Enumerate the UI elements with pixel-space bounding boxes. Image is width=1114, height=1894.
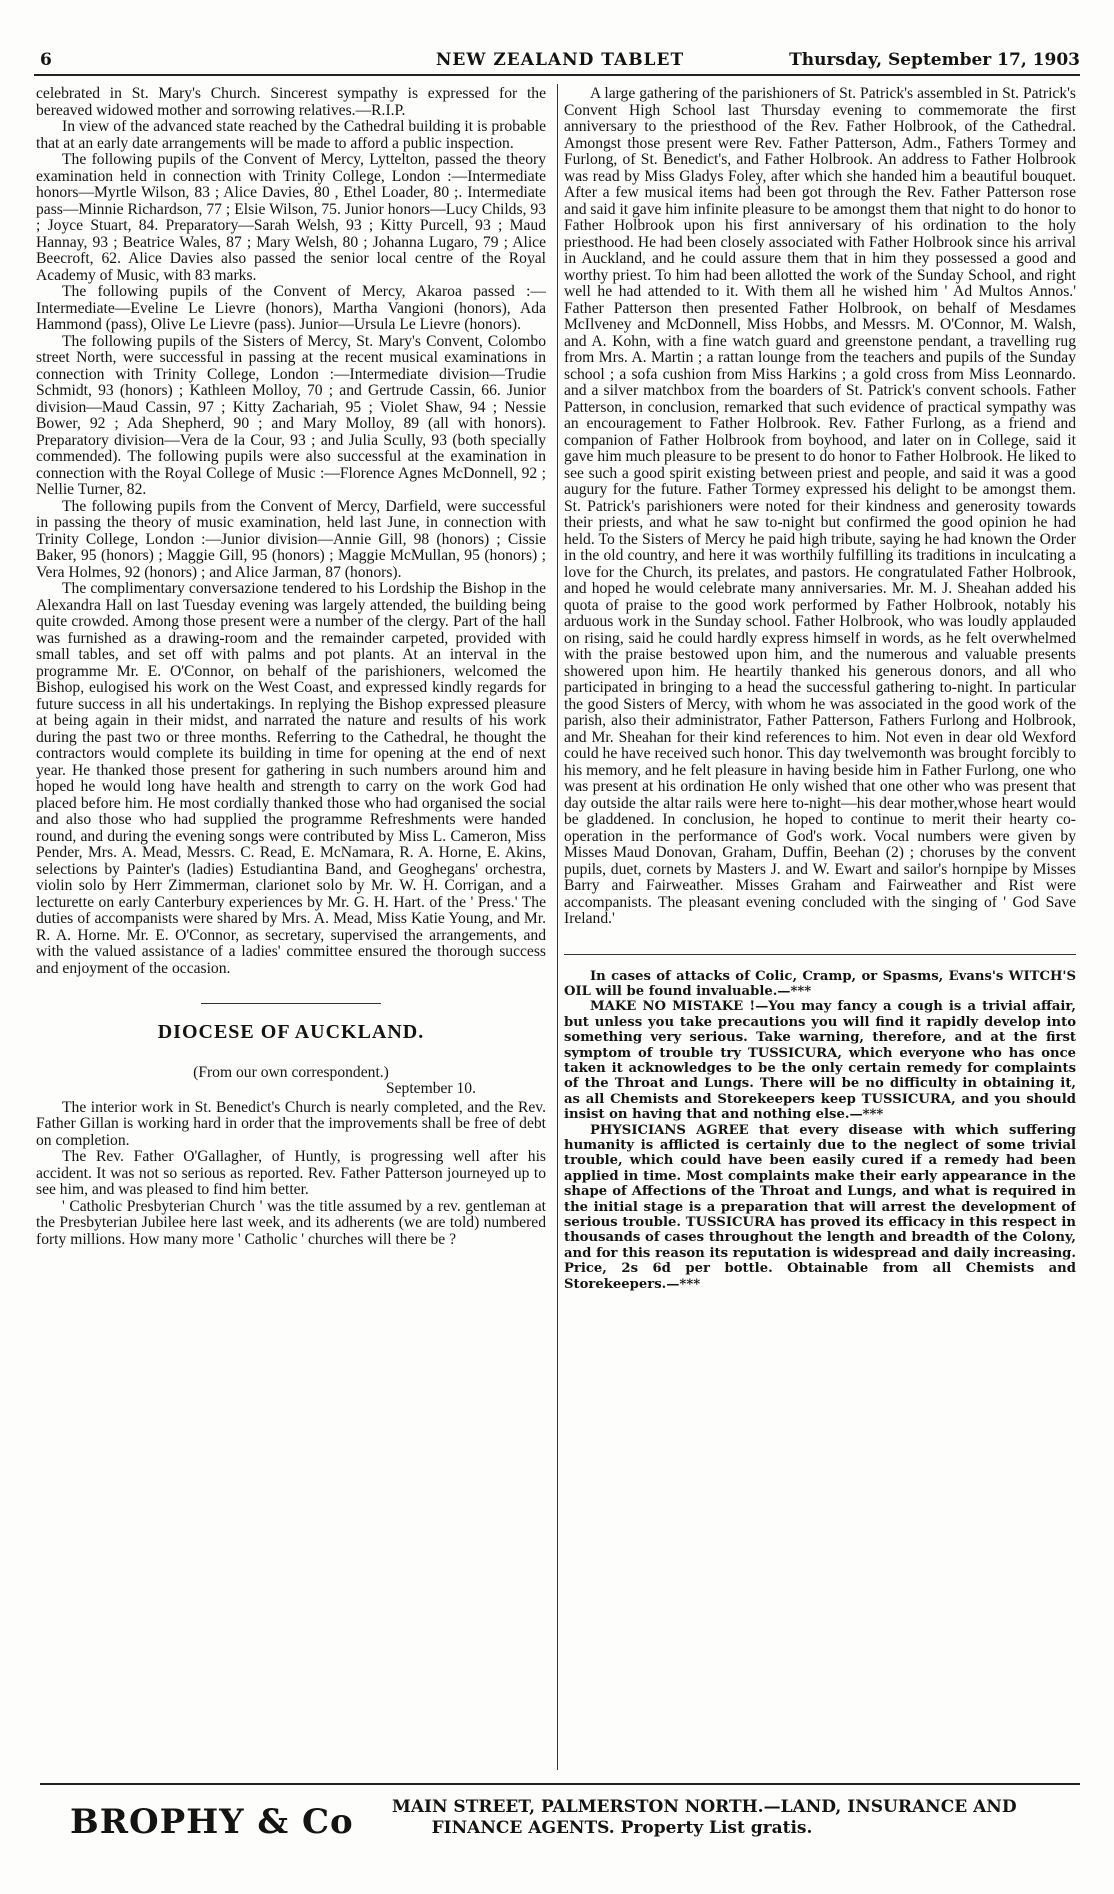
advert-divider <box>564 954 1076 955</box>
advertiser-name: BROPHY & Co <box>70 1802 354 1842</box>
publication-title: NEW ZEALAND TABLET <box>435 50 685 70</box>
advert-block <box>564 969 1076 1293</box>
advert-paragraph: In cases of attacks of Colic, Cramp, or Spasms, Evans's WITCH'S OIL will be found invaluable.—*** <box>564 968 1076 999</box>
footer-rule <box>40 1783 1080 1785</box>
section-byline: (From our own correspondent.) <box>193 1063 389 1081</box>
issue-date: Thursday, September 17, 1903 <box>789 50 1080 70</box>
section-heading: DIOCESE OF AUCKLAND. <box>157 1021 425 1043</box>
article-paragraph: The complimentary conversazione tendered to his Lordship the Bishop in the Alexandra Hall on last Tuesday evening was largely attended, the building being quite crowded. Among those present were a number of the clergy. Part of the hall was furnished as a drawing-room and the remainder carpeted, provided with small tables, and set off with palms and pot plants. At an interval in the programme Mr. E. O'Connor, on behalf of the parishioners, welcomed the Bishop, eulogised his work on the West Coast, and expressed kindly regards for future success in all his undertakings. In replying the Bishop expressed pleasure at being again in their midst, and narrated the nature and results of his work during the past two or three months. Referring to the Cathedral, he thought the contractors would complete its building in time for opening at the end of next year. He thanked those present for gathering in such numbers around him and hoped he would long have health and strength to carry on the work God had placed before him. He most cordially thanked those who had organised the social and also those who had supplied the programme Refreshments were handed round, and during the evening songs were contributed by Miss L. Cameron, Miss Pender, Mrs. A. Mead, Messrs. C. Read, E. McNamara, R. A. Horne, E. Akins, selections by Painter's (ladies) Estudiantina Band, and Geoghegans' orchestra, violin solo by Herr Zimmerman, clarionet solo by Mr. W. H. Corrigan, and a lecturette on early Canterbury experiences by Mr. G. H. Hart. of the ' Press.' The duties of accompanists were shared by Mrs. A. Mead, Miss Katie Young, and Mr. R. A. Horne. Mr. E. O'Connor, as secretary, supervised the arrangements, and with the valued assistance of a ladies' committee ensured the thorough success and enjoyment of the occasion. <box>36 580 546 977</box>
article-paragraph: celebrated in St. Mary's Church. Sincerest sympathy is expressed for the bereaved widowed mother and sorrowing relatives.—R.I.P. <box>36 86 546 119</box>
advert-paragraph: PHYSICIANS AGREE that every disease with which suffering humanity is afflicted is certainly due to the neglect of some trivial trouble, which could have been easily cured if a remedy had been applied in time. Most complaints make their early appearance in the shape of Affections of the Throat and Lungs, and what is required in the initial stage is a preparation that will arrest the development of serious trouble. TUSSICURA has proved its efficacy in this respect in thousands of cases throughout the length and breadth of the Colony, and for this reason its reputation is widespread and daily increasing. Price, 2s 6d per bottle. Obtainable from all Chemists and Storekeepers.—*** <box>564 1122 1076 1292</box>
advertiser-services: FINANCE AGENTS. Property List gratis. <box>431 1818 813 1838</box>
article-paragraph: The interior work in St. Benedict's Church is nearly completed, and the Rev. Father Gillan is working hard in order that the improvements shall be free of debt on completion. <box>36 1098 546 1149</box>
article-paragraph: A large gathering of the parishioners of St. Patrick's assembled in St. Patrick's Convent High School last Thursday evening to commemorate the first anniversary to the priesthood of the Rev. Father Holbrook, of the Cathedral. Amongst those present were Rev. Father Patterson, Adm., Fathers Tormey and Furlong, of St. Benedict's, and Father Holbrook. An address to Father Holbrook was read by Miss Gladys Foley, after which she handed him a beautiful bouquet. After a few musical items had been got through the Rev. Father Patterson rose and said it gave him infinite pleasure to be amongst them that night to do honor to Father Holbrook upon his first anniversary of his ordination to the holy priesthood. He had been closely associated with Father Holbrook since his arrival in Auckland, and he could assure them that in him they possessed a good and worthy priest. To him had been allotted the work of the Sunday School, and right well he had attended to it. With them all he wished him ' Ad Multos Annos.' Father Patterson then presented Father Holbrook, on behalf of Mesdames McIlveney and McDonnell, Miss Hobbs, and Messrs. M. O'Connor, M. Walsh, and A. Kohn, with a fine watch guard and greenstone pendant, a travelling rug from Mrs. A. Martin ; a rattan lounge from the teachers and pupils of the Sunday school ; a sofa cushion from Miss Harkins ; a gold cross from Miss Leonnardo. and a silver matchbox from the boarders of St. Patrick's convent schools. Father Patterson, in conclusion, remarked that such evidence of practical sympathy was an encouragement to Father Holbrook. Rev. Father Furlong, as a friend and companion of Father Holbrook from boyhood, and later on in College, said it gave him much pleasure to be present to do honor to Father Holbrook. He liked to see such a good spirit existing between priest and people, and said it was a good augury for the future. Father Tormey expressed his delight to be amongst them. St. Patrick's parishioners were noted for their kindness and generosity towards their priests, and what he saw to-night but confirmed the good opinion he had held. To the Sisters of Mercy he paid high tribute, saying he had known the Order in the old country, and here it was worthily fulfilling its traditions in inculcating a love for the Church, its prelates, and pastors. He congratulated Father Holbrook, and hoped he would celebrate many anniversaries. Mr. M. J. Sheahan added his quota of praise to the good work performed by Father Holbrook, notably his arduous work in the Sunday school. Father Holbrook, who was loudly applauded on rising, said he could hardly express himself in words, as he felt overwhelmed with the praise bestowed upon him, and the numerous and valuable presents showered upon him. He heartily thanked his generous donors, and all who participated in bringing to a head the successful gathering to-night. In particular the good Sisters of Mercy, with whom he was associated in the good work of the parish, also their administrator, Father Patterson, Fathers Furlong and Holbrook, and Mr. Sheahan for their kind references to him. Not even in dear old Wexford could he have received such honor. This day twelvemonth was brought forcibly to his memory, and he felt pleasure in having beside him in Father Furlong, one who was present at his ordination He only wished that one other who was present that day outside the altar rails were here to-night—his dear mother,whose heart would be gladdened. In conclusion, he hoped to continue to merit their hearty co-operation in the performance of God's work. Vocal numbers were given by Misses Maud Donovan, Graham, Duffin, Beehan (2) ; choruses by the convent pupils, duet, cornets by Masters J. and W. Ewart and sailor's hornpipe by Misses Barry and Fairweather. Misses Graham and Fairweather and Rist were accompanists. The pleasant evening concluded with the singing of ' God Save Ireland.' <box>564 86 1076 927</box>
advertiser-details <box>392 1797 1082 1839</box>
article-paragraph: The following pupils from the Convent of Mercy, Darfield, were successful in passing the theory of music examination, held last June, in connection with Trinity College, London :—Junior division—Annie Gill, 98 (honors) ; Cissie Baker, 95 (honors) ; Maggie Gill, 95 (honors) ; Maggie McMullan, 95 (honors) ; Vera Holmes, 92 (honors) ; and Alice Jarman, 87 (honors). <box>36 497 546 581</box>
advertiser-address: MAIN STREET, PALMERSTON NORTH.—LAND, INSURANCE AND <box>392 1797 1017 1817</box>
section-date: September 10. <box>385 1080 476 1097</box>
article-paragraph: ' Catholic Presbyterian Church ' was the title assumed by a rev. gentleman at the Presbyterian Jubilee here last week, and its adherents (we are told) numbered forty millions. How many more ' Catholic ' churches will there be ? <box>36 1197 546 1248</box>
column-separator <box>557 84 558 1770</box>
article-paragraph: The following pupils of the Convent of Mercy, Lyttelton, passed the theory examination held in connection with Trinity College, London :—Intermediate honors—Myrtle Wilson, 83 ; Alice Davies, 80 , Ethel Loader, 80 ;. Intermediate pass—Minnie Richardson, 77 ; Elsie Wilson, 75. Junior honors—Lucy Childs, 93 ; Joyce Stuart, 84. Preparatory—Sarah Welsh, 93 ; Kitty Purcell, 93 ; Maud Hannay, 93 ; Beatrice Wales, 87 ; Mary Welsh, 80 ; Johanna Lugaro, 79 ; Alice Beecroft, 62. Alice Davies also passed the senior local centre of the Royal Academy of Music, with 83 marks. <box>36 151 546 284</box>
article-paragraph: The following pupils of the Sisters of Mercy, St. Mary's Convent, Colombo street North, were successful in passing at the recent musical examinations in connection with Trinity College, London :—Intermediate division—Trudie Schmidt, 93 (honors) ; Kathleen Molloy, 70 ; and Gertrude Cassin, 66. Junior division—Maud Cassin, 97 ; Kitty Zachariah, 95 ; Violet Shaw, 94 ; Nessie Bower, 92 ; Ada Shepherd, 90 ; and Mary Molloy, 89 (all with honors). Preparatory division—Vera de la Cour, 93 ; and Julia Scully, 93 (both specially commended). The following pupils were also successful at the examination in connection with the Royal College of Music :—Florence Agnes McDonnell, 92 ; Nellie Turner, 82. <box>36 332 546 498</box>
right-column <box>564 86 1076 1776</box>
section-divider <box>201 1003 381 1004</box>
page-header <box>40 50 1080 74</box>
left-column <box>36 86 546 1776</box>
article-paragraph: The following pupils of the Convent of Mercy, Akaroa passed :—Intermediate—Eveline Le Lievre (honors), Martha Vangioni (honors), Ada Hammond (pass), Olive Le Lievre (pass). Junior—Ursula Le Lievre (honors). <box>36 283 546 333</box>
article-paragraph: In view of the advanced state reached by the Cathedral building it is probable that at an early date arrangements will be made to afford a public inspection. <box>36 118 546 152</box>
advert-paragraph: MAKE NO MISTAKE !—You may fancy a cough is a trivial affair, but unless you take precautions you will find it rapidly develop into something very serious. Take warning, therefore, and at the first symptom of trouble try TUSSICURA, which everyone who has once taken it acknowledges to be the only certain remedy for complaints of the Throat and Lungs. There will be no difficulty in obtaining it, as all Chemists and Storekeepers keep TUSSICURA, and you should insist on having that and nothing else.—*** <box>564 999 1076 1123</box>
header-rule <box>34 74 1080 76</box>
article-paragraph: The Rev. Father O'Gallagher, of Huntly, is progressing well after his accident. It was not so serious as reported. Rev. Father Patterson journeyed up to see him, and was pleased to find him better. <box>36 1148 546 1198</box>
page-number: 6 <box>40 50 52 70</box>
